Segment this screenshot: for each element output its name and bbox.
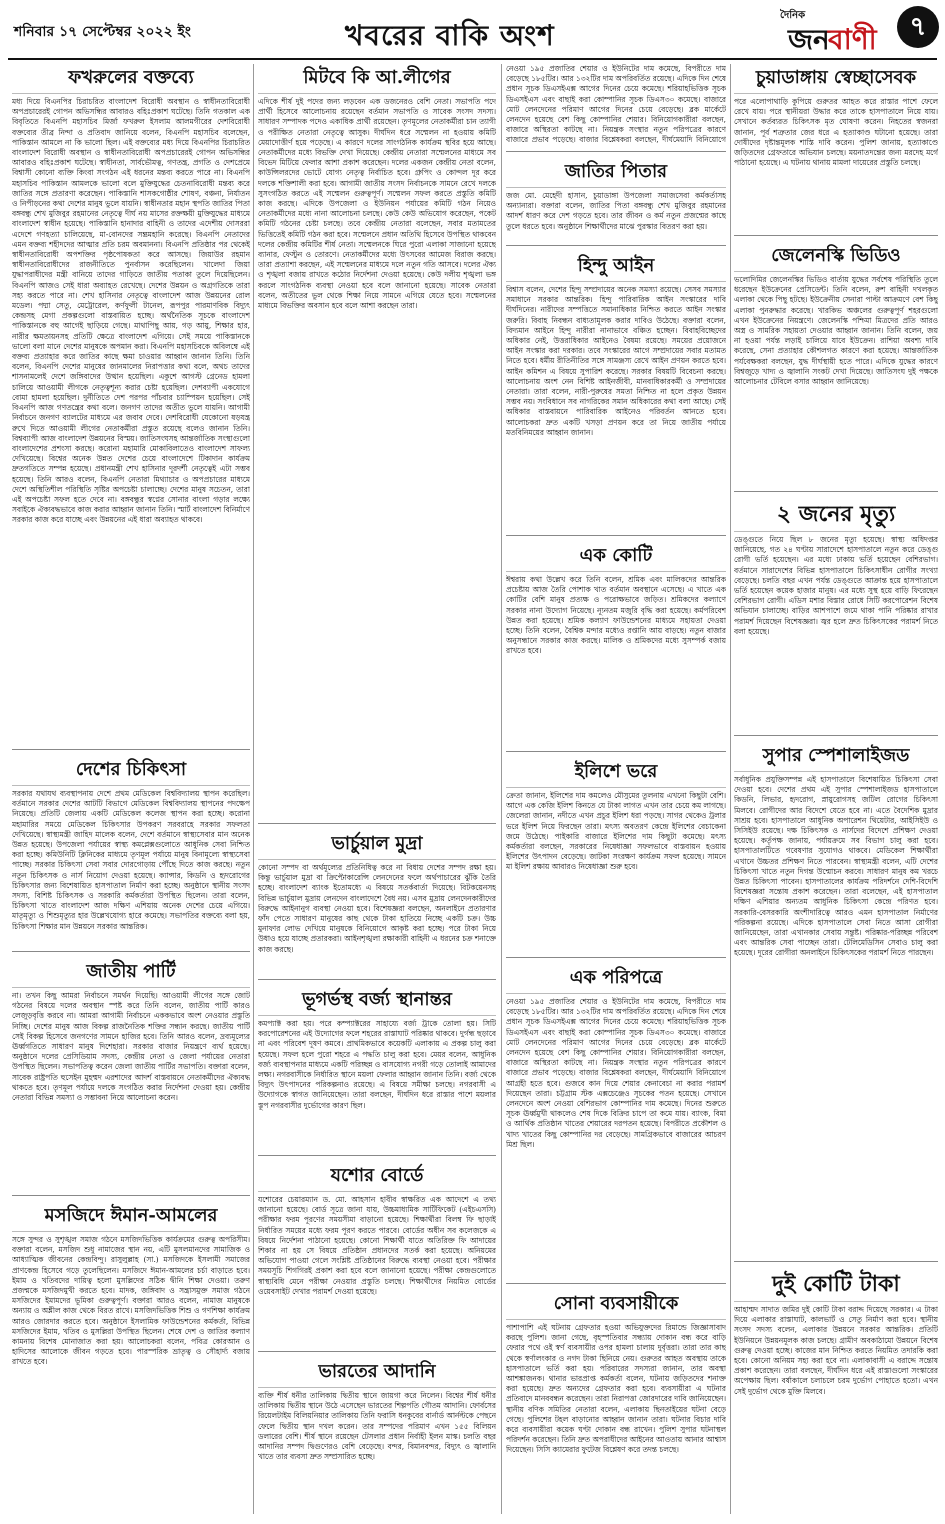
article-body: যশোরের চেয়ারম্যান ড. মো. আহসান হাবীব স্বাক্ষরিত এক আদেশে এ তথ্য জানানো হয়েছে। বোর্ড সূত্রে জানা যায়, উচ্চমাধ্যমিক সার্টিফিকেট (এইচএসসি) পরীক্ষার ফরম পূরণের সময়সীমা বাড়ানো হয়েছে। শিক্ষার্থীরা বিলম্ব ফি ছাড়াই নির্ধারিত সময়ের মধ্যে ফরম পূরণ করতে পারবে। বোর্ডের অধীন সব কলেজকে এ বিষয়ে নির্দেশনা পাঠানো হয়েছে। কোনো শিক্ষার্থী যাতে অতিরিক্ত ফি আদায়ের শিকার না হয় সে বিষয়ে প্রতিষ্ঠান প্রধানদের সতর্ক করা হয়েছে। অনিয়মের অভিযোগ পাওয়া গেলে সংশ্লিষ্ট প্রতিষ্ঠানের বিরুদ্ধে ব্যবস্থা নেওয়া হবে। পরীক্ষার সময়সূচি শিগগিরই প্রকাশ করা হবে বলে জানানো হয়েছে। পরীক্ষা কেন্দ্রগুলোতে স্বাস্থ্যবিধি মেনে পরীক্ষা নেওয়ার প্রস্তুতি চলছে। শিক্ষার্থীদের নিয়মিত বোর্ডের ওয়েবসাইট দেখার পরামর্শ দেওয়া হয়েছে। [258, 1195, 496, 1296]
article-headline: দুই কোটি টাকা [734, 1268, 938, 1302]
article-two-crore [734, 1268, 938, 1508]
article-headline: ইলিশে ভরে [506, 758, 726, 788]
column-2 [258, 64, 496, 1516]
article-virtual-currency [258, 830, 496, 980]
column-divider [501, 64, 502, 1514]
column-3 [506, 64, 726, 1516]
article-body: ব্যক্তি শীর্ষ ধনীর তালিকায় দ্বিতীয় স্থানে জায়গা করে নিলেন। বিশ্বের শীর্ষ ধনীর তালিকায় দ্বিতীয় স্থানে উঠে এসেছেন ভারতের শিল্পপতি গৌতম আদানি। ফোর্বসের রিয়েলটাইম বিলিয়নিয়ার তালিকায় তিনি ফরাসি ধনকুবের বার্নার্ড আর্নল্টকে পেছনে ফেলে দ্বিতীয় স্থান দখল করেন। তার সম্পদের পরিমাণ এখন ১৫৫ বিলিয়ন ডলারের বেশি। শীর্ষ স্থানে রয়েছেন টেসলার প্রধান নির্বাহী ইলন মাস্ক। চলতি বছর আদানির সম্পদ দ্বিগুণেরও বেশি বেড়েছে। বন্দর, বিমানবন্দর, বিদ্যুৎ ও জ্বালানি খাতে তার ব্যবসা দ্রুত সম্প্রসারিত হচ্ছে। [258, 1391, 496, 1462]
logo-bani: বাণী [828, 23, 877, 56]
column-divider [253, 64, 254, 1514]
newspaper-logo [780, 6, 895, 54]
article-headline: দেশের চিকিৎসা [12, 756, 250, 786]
article-body: সরকার যথাযথ ব্যবস্থাপনায় দেশে প্রথম মেডিকেল বিশ্ববিদ্যালয় স্থাপন করেছিল। বর্তমানে সরকার দেশের আটটি বিভাগে মেডিকেল বিশ্ববিদ্যালয় স্থাপনের পদক্ষেপ নিয়েছে। প্রতিটি জেলায় একটি মেডিকেল কলেজ স্থাপন করা হচ্ছে। করোনা মহামারির সময়ে মেডিকেল চিকিৎসার উপকরণ সরবরাহে সরকার সফলতা দেখিয়েছে। স্বাস্থ্যমন্ত্রী জাহিদ মালেক বলেন, দেশে বর্তমানে স্বাস্থ্যসেবার মান অনেক উন্নত হয়েছে। উপজেলা পর্যায়ের স্বাস্থ্য কমপ্লেক্সগুলোতে আধুনিক সেবা নিশ্চিত করা হচ্ছে। কমিউনিটি ক্লিনিকের মাধ্যমে তৃণমূল পর্যায়ে মানুষ বিনামূল্যে স্বাস্থ্যসেবা পাচ্ছে। সরকার চিকিৎসা সেবা সবার দোরগোড়ায় পৌঁছে দিতে কাজ করছে। নতুন নতুন চিকিৎসক ও নার্স নিয়োগ দেওয়া হয়েছে। ক্যান্সার, কিডনি ও হৃদরোগের চিকিৎসার জন্য বিশেষায়িত হাসপাতাল নির্মাণ করা হচ্ছে। অনুষ্ঠানে স্থানীয় সংসদ সদস্য, বিশিষ্ট চিকিৎসক ও সরকারি কর্মকর্তারা উপস্থিত ছিলেন। তারা বলেন, চিকিৎসা খাতে বাংলাদেশ আজ দক্ষিণ এশিয়ায় অনেক দেশের চেয়ে এগিয়ে। মাতৃমৃত্যু ও শিশুমৃত্যুর হার উল্লেখযোগ্য হারে কমেছে। সভাপতির বক্তব্যে বলা হয়, চিকিৎসা শিক্ষার মান উন্নয়নে সরকার আন্তরিক। [12, 789, 250, 931]
page-number-badge: ৭ [897, 6, 939, 48]
article-awami-league [258, 64, 496, 824]
article-body: সঙ্গে সুন্দর ও সুশৃঙ্খল সমাজ গঠনে মসজিদভিত্তিক কার্যক্রমের গুরুত্ব অপরিসীম। বক্তারা বলেন, মসজিদ শুধু নামাজের স্থান নয়, এটি মুসলমানদের সামাজিক ও আধ্যাত্মিক জীবনের কেন্দ্রবিন্দু। রাসুলুল্লাহ (সা.) মসজিদকে ইসলামী সমাজের প্রাণকেন্দ্র হিসেবে গড়ে তুলেছিলেন। মসজিদে ঈমান-আমলের চর্চা বাড়াতে হবে। ইমাম ও খতিবদের দায়িত্ব হলো মুসল্লিদের সঠিক দ্বীনি শিক্ষা দেওয়া। তরুণ প্রজন্মকে মসজিদমুখী করতে হবে। মাদক, জঙ্গিবাদ ও সন্ত্রাসমুক্ত সমাজ গঠনে মসজিদের ইমামদের ভূমিকা গুরুত্বপূর্ণ। বক্তারা আরও বলেন, নামাজ মানুষকে অন্যায় ও অশ্লীল কাজ থেকে বিরত রাখে। মসজিদভিত্তিক শিশু ও গণশিক্ষা কার্যক্রম আরও জোরদার করতে হবে। অনুষ্ঠানে ইসলামিক ফাউন্ডেশনের কর্মকর্তা, বিভিন্ন মসজিদের ইমাম, খতিব ও মুসল্লিরা উপস্থিত ছিলেন। শেষে দেশ ও জাতির কল্যাণ কামনায় বিশেষ মোনাজাত করা হয়। আলোচকরা বলেন, পবিত্র কোরআন ও হাদিসের আলোকে জীবন গড়তে হবে। পারস্পরিক ভ্রাতৃত্ব ও সৌহার্দ্য বজায় রাখতে হবে। [12, 1235, 250, 1367]
article-circular [506, 964, 726, 1284]
article-headline: মিটবে কি আ.লীগের [258, 64, 496, 94]
article-body: মধ্য দিয়ে বিএনপির চিরাচরিত বাংলাদেশ বিরোধী অবস্থান ও স্বাধীনতাবিরোধী অপপ্রচারেরই গোপন অভিসন্ধির আবারও বহিঃপ্রকাশ ঘটেছে। তিনি গতকাল এক বিবৃতিতে বিএনপি মহাসচিব মির্জা ফখরুল ইসলাম আলমগীরের দেশবিরোধী বক্তব্যের তীব্র নিন্দা ও প্রতিবাদ জানিয়ে বলেন, বিএনপি মহাসচিব বলেছেন, পাকিস্তান আমলে না কি ভালো ছিল। এই বক্তব্যের মধ্য দিয়ে বিএনপির চিরাচরিত বাংলাদেশ বিরোধী অবস্থান ও স্বাধীনতাবিরোধী অপপ্রচারেরই গোপন অভিসন্ধির আবারও বহিঃপ্রকাশ ঘটেছে। স্বাধীনতা, সার্বভৌমত্ব, গণতন্ত্র, প্রগতি ও দেশপ্রেমে বিশ্বাসী কোনো ব্যক্তি কিংবা সংগঠন এই ধরনের মন্তব্য করতে পারে না। বিএনপি মহাসচিব পাকিস্তান আমলকে ভালো বলে মুক্তিযুদ্ধের চেতনাবিরোধী মন্তব্য করে জাতির সঙ্গে প্রতারণা করেছেন। পাকিস্তানি শাসকগোষ্ঠীর শোষণ, বঞ্চনা, নির্যাতন ও নিপীড়নের কথা দেশের মানুষ ভুলে যায়নি। স্বাধীনতার মহান স্থপতি জাতির পিতা বঙ্গবন্ধু শেখ মুজিবুর রহমানের নেতৃত্বে দীর্ঘ নয় মাসের রক্তক্ষয়ী মুক্তিযুদ্ধের মাধ্যমে বাংলাদেশ স্বাধীন হয়েছে। পাকিস্তানি হানাদার বাহিনী ও তাদের এদেশীয় দোসররা এদেশে গণহত্যা চালিয়েছে, মা-বোনদের সম্ভ্রমহানি করেছে। বিএনপি নেতাদের এমন বক্তব্য শহীদদের আত্মার প্রতি চরম অবমাননা। বিএনপি প্রতিষ্ঠার পর থেকেই স্বাধীনতাবিরোধী অপশক্তির পৃষ্ঠপোষকতা করে আসছে। জিয়াউর রহমান স্বাধীনতাবিরোধীদের রাজনীতিতে পুনর্বাসন করেছিলেন। খালেদা জিয়া যুদ্ধাপরাধীদের মন্ত্রী বানিয়ে তাদের গাড়িতে জাতীয় পতাকা তুলে দিয়েছিলেন। বিএনপি আজও সেই ধারা অব্যাহত রেখেছে। দেশের উন্নয়ন ও অগ্রগতিকে তারা সহ্য করতে পারে না। শেখ হাসিনার নেতৃত্বে বাংলাদেশ আজ উন্নয়নের রোল মডেল। পদ্মা সেতু, মেট্রোরেল, কর্ণফুলী টানেল, রূপপুর পারমাণবিক বিদ্যুৎ কেন্দ্রসহ মেগা প্রকল্পগুলো বাস্তবায়িত হচ্ছে। অর্থনৈতিক সূচকে বাংলাদেশ পাকিস্তানকে বহু আগেই ছাড়িয়ে গেছে। মাথাপিছু আয়, গড় আয়ু, শিক্ষার হার, নারীর ক্ষমতায়নসহ প্রতিটি ক্ষেত্রে বাংলাদেশ এগিয়ে। সেই সময়ে পাকিস্তানকে ভালো বলা মানে দেশের মানুষকে অপমান করা। বিএনপি মহাসচিবকে অবিলম্বে এই বক্তব্য প্রত্যাহার করে জাতির কাছে ক্ষমা চাওয়ার আহ্বান জানান তিনি। তিনি বলেন, বিএনপি দেশের মানুষের জানমালের নিরাপত্তার কথা বলে, অথচ তাদের শাসনামলেই দেশে জঙ্গিবাদের উত্থান হয়েছিল। একুশে আগস্ট গ্রেনেড হামলা চালিয়ে আওয়ামী লীগকে নেতৃত্বশূন্য করার চেষ্টা হয়েছিল। দেশব্যাপী একযোগে বোমা হামলা হয়েছিল। দুর্নীতিতে দেশ পরপর পাঁচবার চ্যাম্পিয়ন হয়েছিল। সেই বিএনপি আজ গণতন্ত্রের কথা বলে। জনগণ তাদের অতীত ভুলে যায়নি। আগামী নির্বাচনে জনগণ ব্যালটের মাধ্যমে এর জবাব দেবে। দেশবিরোধী যেকোনো ষড়যন্ত্র রুখে দিতে আওয়ামী লীগের নেতাকর্মীরা প্রস্তুত রয়েছে বলেও জানান তিনি। বিশ্বব্যাপী আজ বাংলাদেশ উন্নয়নের বিস্ময়। জাতিসংঘসহ আন্তর্জাতিক সংস্থাগুলো বাংলাদেশের প্রশংসা করছে। করোনা মহামারি মোকাবিলাতেও বাংলাদেশ সাফল্য দেখিয়েছে। বিশ্বের অনেক উন্নত দেশের চেয়ে বাংলাদেশে টিকাদান কার্যক্রম দ্রুতগতিতে সম্পন্ন হয়েছে। প্রধানমন্ত্রী শেখ হাসিনার দূরদর্শী নেতৃত্বেই এটা সম্ভব হয়েছে। তিনি আরও বলেন, বিএনপি নেতারা মিথ্যাচার ও অপপ্রচারের মাধ্যমে দেশে অস্থিতিশীল পরিস্থিতি সৃষ্টির অপচেষ্টা চালাচ্ছে। দেশের মানুষ সচেতন, তারা এই অপচেষ্টা সফল হতে দেবে না। বঙ্গবন্ধুর স্বপ্নের সোনার বাংলা গড়ার লক্ষ্যে সবাইকে ঐক্যবদ্ধভাবে কাজ করার আহ্বান জানান তিনি। স্মার্ট বাংলাদেশ বিনির্মাণে সরকার কাজ করে যাচ্ছে এবং উন্নয়নের এই ধারা অব্যাহত থাকবে। [12, 97, 250, 525]
article-chuadanga [734, 64, 938, 236]
article-headline: ভূগর্ভস্থ বর্জ্য স্থানান্তর [258, 986, 496, 1016]
article-headline: সোনা ব্যবসায়ীকে [506, 1290, 726, 1320]
logo-jana: জন [788, 23, 830, 56]
article-health [12, 756, 250, 952]
article-jatir-pita [506, 158, 726, 246]
article-body: ভলোদিমির জেলেনস্কির ভিডিও বার্তায় যুদ্ধের সর্বশেষ পরিস্থিতি তুলে ধরেছেন ইউক্রেনের প্রেসিডেন্ট। তিনি বলেন, রুশ বাহিনী দখলকৃত এলাকা থেকে পিছু হটছে। ইউক্রেনীয় সেনারা পাল্টা আক্রমণে বেশ কিছু এলাকা পুনরুদ্ধার করেছে। খারকিভ অঞ্চলের গুরুত্বপূর্ণ শহরগুলো এখন ইউক্রেনের নিয়ন্ত্রণে। জেলেনস্কি পশ্চিমা মিত্রদের প্রতি আরও অস্ত্র ও সামরিক সহায়তা দেওয়ার আহ্বান জানান। তিনি বলেন, জয় না হওয়া পর্যন্ত লড়াই চালিয়ে যাবে ইউক্রেন। রাশিয়া অবশ্য দাবি করেছে, সেনা প্রত্যাহার কৌশলগত কারণে করা হয়েছে। আন্তর্জাতিক পর্যবেক্ষকরা বলছেন, যুদ্ধ দীর্ঘস্থায়ী হতে পারে। এদিকে যুদ্ধের কারণে বিশ্বজুড়ে খাদ্য ও জ্বালানি সংকট দেখা দিয়েছে। জাতিসংঘ দুই পক্ষকে আলোচনার টেবিলে বসার আহ্বান জানিয়েছে। [734, 275, 938, 387]
article-body: পরে এলোপাথাড়ি কুপিয়ে গুরুতর আহত করে রাস্তার পাশে ফেলে রেখে যায়। পরে স্থানীয়রা উদ্ধার করে তাকে হাসপাতালে নিয়ে যায়। সেখানে কর্তব্যরত চিকিৎসক মৃত ঘোষণা করেন। নিহতের স্বজনরা জানান, পূর্ব শত্রুতার জের ধরে এ হত্যাকাণ্ড ঘটানো হয়েছে। তারা দোষীদের দৃষ্টান্তমূলক শাস্তি দাবি করেন। পুলিশ জানায়, হত্যাকাণ্ডে জড়িতদের গ্রেফতারে অভিযান চলছে। ময়নাতদন্তের জন্য মরদেহ মর্গে পাঠানো হয়েছে। এ ঘটনায় থানায় মামলা দায়েরের প্রস্তুতি চলছে। [734, 97, 938, 168]
article-headline: ফখরুলের বক্তব্যে [12, 64, 250, 94]
article-jatiyo-party [12, 958, 250, 1196]
article-mosque [12, 1202, 250, 1502]
article-body: আহাম্মদ সাদাত জমির দুই কোটি টাকা বরাদ্দ দিয়েছে সরকার। এ টাকা দিয়ে এলাকার রাস্তাঘাট, কালভার্ট ও সেতু নির্মাণ করা হবে। স্থানীয় সংসদ সদস্য বলেন, এলাকার উন্নয়নে সরকার আন্তরিক। প্রতিটি ইউনিয়নে উন্নয়নমূলক কাজ চলছে। গ্রামীণ অবকাঠামো উন্নয়নে বিশেষ গুরুত্ব দেওয়া হচ্ছে। কাজের মান নিশ্চিত করতে নিয়মিত তদারকি করা হবে। কোনো অনিয়ম সহ্য করা হবে না। এলাকাবাসী এ বরাদ্দে সন্তোষ প্রকাশ করেছেন। তারা বলছেন, দীর্ঘদিন ধরে এই রাস্তাগুলো সংস্কারের অপেক্ষায় ছিল। বর্ষাকালে চলাচলে চরম দুর্ভোগ পোহাতে হতো। এখন সেই দুর্ভোগ থেকে মুক্তি মিলবে। [734, 1305, 938, 1396]
article-body: নেওয়া ১৯৫ প্রজাতির শেয়ার ও ইউনিটের দাম কমেছে, বিপরীতে দাম বেড়েছে ১৮৫টির। আর ১৩২টির দাম অপরিবর্তিত রয়েছে। এদিকে দিন শেষে প্রধান সূচক ডিএসইএক্স আগের দিনের চেয়ে কমেছে। শরিয়াহভিত্তিক সূচক ডিএসইএস এবং বাছাই করা কোম্পানির সূচক ডিএস৩০ কমেছে। বাজারে মোট লেনদেনের পরিমাণ আগের দিনের চেয়ে বেড়েছে। ব্লক মার্কেটে লেনদেন হয়েছে বেশ কিছু কোম্পানির শেয়ার। বিনিয়োগকারীরা বলছেন, বাজারে অস্থিরতা কাটছে না। নিয়ন্ত্রক সংস্থার নতুন পরিপত্রের কারণে বাজারে প্রভাব পড়েছে। বাজার বিশ্লেষকরা বলছেন, দীর্ঘমেয়াদি বিনিয়োগে [506, 64, 726, 145]
masthead-rule [8, 58, 937, 60]
article-body: ডেঙ্গুতে নিয়ে ছিল ৮ জনের মৃত্যু হয়েছে। স্বাস্থ্য অধিদপ্তর জানিয়েছে, গত ২৪ ঘণ্টায় সারাদেশে হাসপাতালে নতুন করে ডেঙ্গু রোগী ভর্তি হয়েছেন। এর মধ্যে ঢাকায় ভর্তি হয়েছেন বেশিরভাগ। বর্তমানে সারাদেশের বিভিন্ন হাসপাতালে চিকিৎসাধীন রোগীর সংখ্যা বেড়েছে। চলতি বছর এখন পর্যন্ত ডেঙ্গুতে আক্রান্ত হয়ে হাসপাতালে ভর্তি হয়েছেন কয়েক হাজার মানুষ। এর মধ্যে সুস্থ হয়ে বাড়ি ফিরেছেন বেশিরভাগ রোগী। এডিস মশার বিস্তার রোধে সিটি করপোরেশন বিশেষ অভিযান চালাচ্ছে। বাড়ির আশপাশে জমে থাকা পানি পরিষ্কার রাখার পরামর্শ দিয়েছেন বিশেষজ্ঞরা। জ্বর হলে দ্রুত চিকিৎসকের পরামর্শ নিতে বলা হয়েছে। [734, 535, 938, 636]
article-body: নেওয়া ১৯৫ প্রজাতির শেয়ার ও ইউনিটের দাম কমেছে, বিপরীতে দাম বেড়েছে ১৮৫টির। আর ১৩২টির দাম অপরিবর্তিত রয়েছে। এদিকে দিন শেষে প্রধান সূচক ডিএসইএক্স আগের দিনের চেয়ে কমেছে। শরিয়াহভিত্তিক সূচক ডিএসইএস এবং বাছাই করা কোম্পানির সূচক ডিএস৩০ কমেছে। বাজারে মোট লেনদেনের পরিমাণ আগের দিনের চেয়ে বেড়েছে। ব্লক মার্কেটে লেনদেন হয়েছে বেশ কিছু কোম্পানির শেয়ার। বিনিয়োগকারীরা বলছেন, বাজারে অস্থিরতা কাটছে না। নিয়ন্ত্রক সংস্থার নতুন পরিপত্রের কারণে বাজারে প্রভাব পড়েছে। বাজার বিশ্লেষকরা বলছেন, দীর্ঘমেয়াদি বিনিয়োগে আগ্রহী হতে হবে। গুজবে কান দিয়ে শেয়ার কেনাবেচা না করার পরামর্শ দিয়েছেন তারা। চট্টগ্রাম স্টক এক্সচেঞ্জেও সূচকের পতন হয়েছে। সেখানে লেনদেনে অংশ নেওয়া বেশিরভাগ কোম্পানির দাম কমেছে। দিনের শুরুতে সূচক ঊর্ধ্বমুখী থাকলেও শেষ দিকে বিক্রির চাপে তা কমে যায়। ব্যাংক, বিমা ও আর্থিক প্রতিষ্ঠান খাতের শেয়ারের দরপতন হয়েছে। বিপরীতে প্রকৌশল ও খাদ্য খাতের কিছু কোম্পানির দর বেড়েছে। সামগ্রিকভাবে বাজারের আচরণ মিশ্র ছিল। [506, 997, 726, 1149]
article-headline: ভার্চুয়াল মুদ্রা [258, 830, 496, 860]
article-body: ঈশ্বরায় কথা উল্লেখ করে তিনি বলেন, শ্রমিক এবং মালিকদের আন্তরিক প্রচেষ্টায় আজ তৈরি পোশাক খাত বর্তমান অবস্থানে এসেছে। এ খাতে এক কোটির বেশি মানুষ প্রত্যক্ষ ও পরোক্ষভাবে জড়িত। শ্রমিকদের কল্যাণে সরকার নানা উদ্যোগ নিয়েছে। ন্যূনতম মজুরি বৃদ্ধি করা হয়েছে। কর্মপরিবেশ উন্নত করা হয়েছে। শ্রমিক কল্যাণ ফাউন্ডেশনের মাধ্যমে সহায়তা দেওয়া হচ্ছে। তিনি বলেন, বৈশ্বিক মন্দার মধ্যেও রপ্তানি আয় বাড়ছে। নতুন বাজার অনুসন্ধানে সরকার কাজ করছে। মালিক ও শ্রমিকদের মধ্যে সুসম্পর্ক বজায় রাখতে হবে। [506, 575, 726, 656]
issue-date: শনিবার ১৭ সেপ্টেম্বর ২০২২ ইং [14, 24, 191, 40]
article-body: পাশাপাশি এই ঘটনায় গ্রেফতার হওয়া অভিযুক্তদের রিমান্ডে জিজ্ঞাসাবাদ করছে পুলিশ। জানা গেছে, বৃহস্পতিবার সন্ধ্যায় দোকান বন্ধ করে বাড়ি ফেরার পথে ওই স্বর্ণ ব্যবসায়ীর ওপর হামলা চালায় দুর্বৃত্তরা। তারা তার কাছ থেকে স্বর্ণালংকার ও নগদ টাকা ছিনিয়ে নেয়। গুরুতর আহত অবস্থায় তাকে হাসপাতালে ভর্তি করা হয়। পরিবারের সদস্যরা জানান, তার অবস্থা আশঙ্কাজনক। থানার ভারপ্রাপ্ত কর্মকর্তা বলেন, ঘটনায় জড়িতদের শনাক্ত করা হয়েছে। দ্রুত অন্যদের গ্রেফতার করা হবে। ব্যবসায়ীরা এ ঘটনার প্রতিবাদে মানববন্ধন করেছেন। তারা নিরাপত্তা জোরদারের দাবি জানিয়েছেন। স্থানীয় বণিক সমিতির নেতারা বলেন, এলাকায় ছিনতাইয়ের ঘটনা বেড়ে গেছে। পুলিশের টহল বাড়ানোর আহ্বান জানান তারা। ঘটনার বিচার দাবি করে ব্যবসায়ীরা কয়েক ঘণ্টা দোকান বন্ধ রাখেন। পুলিশ সুপার ঘটনাস্থল পরিদর্শন করেছেন। তিনি দ্রুত অপরাধীদের আইনের আওতায় আনার আশ্বাস দিয়েছেন। সিসি ক্যামেরার ফুটেজ বিশ্লেষণ করে তদন্ত চলছে। [506, 1323, 726, 1455]
article-zelensky [734, 242, 938, 492]
article-headline: ভারতের আদানি [258, 1358, 496, 1388]
article-headline: হিন্দু আইন [506, 252, 726, 282]
article-headline: এক কোটি [506, 542, 726, 572]
article-body: ক্রেতা জানান, ইলিশের দাম কমলেও মৌসুমের তুলনায় এখনো কিছুটা বেশি। আগে এক কেজি ইলিশ কিনতে যে টাকা লাগত এখন তার চেয়ে কম লাগছে। জেলেরা জানান, নদীতে এখন প্রচুর ইলিশ ধরা পড়ছে। সাগর থেকেও ট্রলার ভরে ইলিশ নিয়ে ফিরছেন তারা। মৎস্য অবতরণ কেন্দ্রে ইলিশের বেচাকেনা জমে উঠেছে। পাইকারি বাজারে ইলিশের দাম কিছুটা কমেছে। মৎস্য কর্মকর্তারা বলছেন, সরকারের নিষেধাজ্ঞা সফলভাবে বাস্তবায়ন হওয়ায় ইলিশের উৎপাদন বেড়েছে। জাটকা সংরক্ষণ কার্যক্রম সফল হয়েছে। সামনে মা ইলিশ রক্ষায় আবারও নিষেধাজ্ঞা শুরু হবে। [506, 791, 726, 872]
masthead [0, 0, 945, 60]
article-headline: যশোর বোর্ডে [258, 1162, 496, 1192]
column-4 [734, 64, 938, 1516]
article-headline: জাতির পিতার [506, 158, 726, 188]
article-body: সর্বাধুনিক প্রযুক্তিসম্পন্ন এই হাসপাতালে বিশেষায়িত চিকিৎসা সেবা দেওয়া হবে। দেশের প্রথম এই সুপার স্পেশালাইজড হাসপাতালে কিডনি, লিভার, হৃদরোগ, স্নায়ুরোগসহ জটিল রোগের চিকিৎসা মিলবে। রোগীদের আর বিদেশে যেতে হবে না। এতে বৈদেশিক মুদ্রার সাশ্রয় হবে। হাসপাতালে আধুনিক অপারেশন থিয়েটার, আইসিইউ ও সিসিইউ রয়েছে। দক্ষ চিকিৎসক ও নার্সদের বিদেশে প্রশিক্ষণ দেওয়া হয়েছে। কর্তৃপক্ষ জানায়, পর্যায়ক্রমে সব বিভাগ চালু করা হবে। হাসপাতালটিতে গবেষণার সুযোগও থাকবে। মেডিকেল শিক্ষার্থীরা এখানে উচ্চতর প্রশিক্ষণ নিতে পারবেন। স্বাস্থ্যমন্ত্রী বলেন, এটি দেশের চিকিৎসা খাতে নতুন দিগন্ত উন্মোচন করবে। সাধারণ মানুষ কম খরচে উন্নত চিকিৎসা পাবেন। হাসপাতালের কার্যক্রম পরিদর্শনে দেশি-বিদেশি বিশেষজ্ঞরা সন্তোষ প্রকাশ করেছেন। তারা বলেছেন, এই হাসপাতাল দক্ষিণ এশিয়ার অন্যতম আধুনিক চিকিৎসা কেন্দ্রে পরিণত হবে। সরকারি-বেসরকারি অংশীদারিত্বে আরও এমন হাসপাতাল নির্মাণের পরিকল্পনা রয়েছে। এদিকে হাসপাতালে সেবা নিতে আসা রোগীরা জানিয়েছেন, তারা এখানকার সেবায় সন্তুষ্ট। পরিষ্কার-পরিচ্ছন্ন পরিবেশ এবং আন্তরিক সেবা পাচ্ছেন তারা। টেলিমেডিসিন সেবাও চালু করা হয়েছে। দূরের রোগীরা অনলাইনে চিকিৎসকের পরামর্শ নিতে পারছেন। [734, 775, 938, 958]
section-title: খবরের বাকি অংশ [345, 19, 555, 52]
column-divider [730, 64, 731, 1514]
article-headline: মসজিদে ঈমান-আমলের [12, 1202, 250, 1232]
article-jessore-board [258, 1162, 496, 1352]
article-waste [258, 986, 496, 1156]
article-two-deaths [734, 498, 938, 736]
article-adani [258, 1358, 496, 1510]
article-hilsa [506, 758, 726, 958]
column-1 [12, 64, 250, 1516]
article-continued-top [506, 64, 726, 152]
logo-daily-label: দৈনিক [780, 10, 806, 21]
article-body: না। তখন কিছু আমরা নির্বাচনে সমর্থন দিয়েছি। আওয়ামী লীগের সঙ্গে জোট গঠনের বিষয়ে দলের অবস্থান স্পষ্ট করে তিনি বলেন, জাতীয় পার্টি কারও লেজুড়বৃত্তি করবে না। আমরা আগামী নির্বাচনে এককভাবে অংশ নেওয়ার প্রস্তুতি নিচ্ছি। দেশের মানুষ আজ বিকল্প রাজনৈতিক শক্তির সন্ধান করছে। জাতীয় পার্টি সেই বিকল্প হিসেবে জনগণের সামনে হাজির হবে। তিনি আরও বলেন, দ্রব্যমূল্যের ঊর্ধ্বগতিতে সাধারণ মানুষ দিশেহারা। সরকার বাজার নিয়ন্ত্রণে ব্যর্থ হয়েছে। অনুষ্ঠানে দলের প্রেসিডিয়াম সদস্য, কেন্দ্রীয় নেতা ও জেলা পর্যায়ের নেতারা উপস্থিত ছিলেন। সভাপতিত্ব করেন জেলা জাতীয় পার্টির সভাপতি। বক্তারা বলেন, সাবেক রাষ্ট্রপতি হুসেইন মুহম্মদ এরশাদের আদর্শ বাস্তবায়নে নেতাকর্মীদের ঐক্যবদ্ধ থাকতে হবে। তৃণমূল পর্যায়ে দলকে সংগঠিত করার নির্দেশনা দেওয়া হয়। কেন্দ্রীয় নেতারা বিভিন্ন সমস্যা ও সম্ভাবনা নিয়ে আলোচনা করেন। [12, 991, 250, 1103]
article-headline: চুয়াডাঙ্গায় স্বেচ্ছাসেবক [734, 64, 938, 94]
article-body: বিশ্বাস বলেন, দেশের হিন্দু সম্প্রদায়ের অনেক সমস্যা রয়েছে। সেসব সমস্যার সমাধানে সরকার আন্তরিক। হিন্দু পারিবারিক আইন সংস্কারের দাবি দীর্ঘদিনের। নারীদের সম্পত্তিতে সমানাধিকার নিশ্চিত করতে আইন সংস্কার জরুরি। বিবাহ নিবন্ধন বাধ্যতামূলক করার দাবিও উঠেছে। বক্তারা বলেন, বিদ্যমান আইনে হিন্দু নারীরা নানাভাবে বঞ্চিত হচ্ছেন। বিবাহবিচ্ছেদের অধিকার নেই, উত্তরাধিকার আইনেও বৈষম্য রয়েছে। সময়ের প্রয়োজনে আইন সংস্কার করা দরকার। তবে সংস্কারের আগে সম্প্রদায়ের সবার মতামত নিতে হবে। ধর্মীয় রীতিনীতির সঙ্গে সামঞ্জস্য রেখে আইন প্রণয়ন করতে হবে। আইন কমিশন এ বিষয়ে সুপারিশ করেছে। সরকার বিষয়টি বিবেচনা করছে। আলোচনায় অংশ নেন বিশিষ্ট আইনজীবী, মানবাধিকারকর্মী ও সম্প্রদায়ের নেতারা। তারা বলেন, নারী-পুরুষের সমতা নিশ্চিত না হলে প্রকৃত উন্নয়ন সম্ভব নয়। সংবিধানে সব নাগরিকের সমান অধিকারের কথা বলা আছে। সেই অধিকার বাস্তবায়নে পারিবারিক আইনেও পরিবর্তন আনতে হবে। আলোচকরা দ্রুত একটি খসড়া প্রণয়ন করে তা নিয়ে জাতীয় পর্যায়ে মতবিনিময়ের আহ্বান জানান। [506, 285, 726, 437]
article-headline: সুপার স্পেশালাইজড [734, 742, 938, 772]
article-fakhrul [12, 64, 250, 750]
article-body: কমপ্যাক্ট করা হয়। পরে কম্প্যাক্টরের সাহায্যে বর্জ্য ট্রাকে তোলা হয়। সিটি করপোরেশনের এই উদ্যোগের ফলে শহরের রাস্তাঘাট পরিষ্কার থাকবে। দুর্গন্ধ ছড়াবে না এবং পরিবেশ দূষণ কমবে। প্রাথমিকভাবে কয়েকটি এলাকায় এ প্রকল্প চালু করা হয়েছে। সফল হলে পুরো শহরে এ পদ্ধতি চালু করা হবে। মেয়র বলেন, আধুনিক বর্জ্য ব্যবস্থাপনার মাধ্যমে একটি পরিচ্ছন্ন ও বাসযোগ্য নগরী গড়ে তোলাই আমাদের লক্ষ্য। নগরবাসীকে নির্ধারিত স্থানে ময়লা ফেলার আহ্বান জানান তিনি। বর্জ্য থেকে বিদ্যুৎ উৎপাদনের পরিকল্পনাও রয়েছে। এ বিষয়ে সমীক্ষা চলছে। নগরবাসী এ উদ্যোগকে স্বাগত জানিয়েছেন। তারা বলছেন, দীর্ঘদিন ধরে রাস্তার পাশে ময়লার স্তূপ নগরবাসীর দুর্ভোগের কারণ ছিল। [258, 1019, 496, 1110]
article-body: জজ মো. মেহেদী হাসান, চুয়াডাঙ্গা উপজেলা সমাজসেবা কর্মকর্তাসহ অন্যান্যরা। বক্তারা বলেন, জাতির পিতা বঙ্গবন্ধু শেখ মুজিবুর রহমানের আদর্শ ধারণ করে দেশ গড়তে হবে। তার জীবন ও কর্ম নতুন প্রজন্মের কাছে তুলে ধরতে হবে। অনুষ্ঠানে শিক্ষার্থীদের মাঝে পুরস্কার বিতরণ করা হয়। [506, 191, 726, 231]
article-headline: জেলেনস্কি ভিডিও [734, 242, 938, 272]
article-body: কোনো সম্পদ বা অর্থমূল্যের প্রতিনিধিত্ব করে না বিধায় দেশের সম্পদ রক্ষা হয়। কিন্তু ভার্চুয়াল মুদ্রা বা ক্রিপ্টোকারেন্সি লেনদেনের ফলে অর্থপাচারের ঝুঁকি তৈরি হচ্ছে। বাংলাদেশ ব্যাংক ইতোমধ্যে এ বিষয়ে সতর্কবার্তা দিয়েছে। বিটকয়েনসহ বিভিন্ন ভার্চুয়াল মুদ্রায় লেনদেন বাংলাদেশে বৈধ নয়। এসব মুদ্রায় লেনদেনকারীদের বিরুদ্ধে আইনানুগ ব্যবস্থা নেওয়া হবে। বিশেষজ্ঞরা বলছেন, অনলাইনে প্রতারণার ফাঁদ পেতে সাধারণ মানুষের কাছ থেকে টাকা হাতিয়ে নিচ্ছে একটি চক্র। উচ্চ মুনাফার লোভ দেখিয়ে মানুষকে বিনিয়োগে আকৃষ্ট করা হচ্ছে। পরে টাকা নিয়ে উধাও হয়ে যাচ্ছে প্রতারকরা। আইনশৃঙ্খলা রক্ষাকারী বাহিনী এ ধরনের চক্র শনাক্তে কাজ করছে। [258, 863, 496, 954]
article-headline: ২ জনের মৃত্যু [734, 498, 938, 532]
article-one-crore [506, 542, 726, 752]
article-super-specialized [734, 742, 938, 1262]
article-gold-trader [506, 1290, 726, 1508]
article-hindu-law [506, 252, 726, 536]
article-headline: জাতীয় পার্টি [12, 958, 250, 988]
article-body: এদিকে শীর্ষ দুই পদের জন্য লড়বেন এক ডজনেরও বেশি নেতা। সভাপতি পদে প্রার্থী হিসেবে আলোচনায় রয়েছেন বর্তমান সভাপতি ও সাবেক সংসদ সদস্য। সাধারণ সম্পাদক পদেও একাধিক প্রার্থী রয়েছেন। তৃণমূলের নেতাকর্মীরা চান ত্যাগী ও পরীক্ষিত নেতারা নেতৃত্বে আসুক। দীর্ঘদিন ধরে সম্মেলন না হওয়ায় কমিটি মেয়াদোত্তীর্ণ হয়ে পড়েছে। এ কারণে দলের সাংগঠনিক কার্যক্রম স্থবির হয়ে আছে। নেতাকর্মীদের মধ্যে বিভক্তি দেখা দিয়েছে। কেন্দ্রীয় নেতারা সম্মেলনের মাধ্যমে সব বিভেদ মিটিয়ে ফেলার আশা প্রকাশ করেছেন। দলের একজন কেন্দ্রীয় নেতা বলেন, কাউন্সিলরদের ভোটে যোগ্য নেতৃত্ব নির্বাচিত হবে। গ্রুপিং ও কোন্দল দূর করে দলকে শক্তিশালী করা হবে। আগামী জাতীয় সংসদ নির্বাচনকে সামনে রেখে দলকে সুসংগঠিত করতে এই সম্মেলন গুরুত্বপূর্ণ। সম্মেলন সফল করতে প্রস্তুতি কমিটি কাজ করছে। এদিকে উপজেলা ও ইউনিয়ন পর্যায়ের কমিটি গঠন নিয়েও নেতাকর্মীদের মধ্যে নানা আলোচনা চলছে। কেউ কেউ অভিযোগ করেছেন, পকেট কমিটি গঠনের চেষ্টা চলছে। তবে কেন্দ্রীয় নেতারা বলেছেন, সবার মতামতের ভিত্তিতেই কমিটি গঠন করা হবে। সম্মেলনে প্রধান অতিথি হিসেবে উপস্থিত থাকবেন দলের কেন্দ্রীয় কমিটির শীর্ষ নেতা। সম্মেলনকে ঘিরে পুরো এলাকা সাজানো হয়েছে ব্যানার, ফেস্টুন ও তোরণে। নেতাকর্মীদের মধ্যে উৎসবের আমেজ বিরাজ করছে। তারা প্রত্যাশা করছেন, এই সম্মেলনের মাধ্যমে দলে নতুন গতি আসবে। দলের ঐক্য ও শৃঙ্খলা বজায় রাখতে কঠোর নির্দেশনা দেওয়া হয়েছে। কেউ দলীয় শৃঙ্খলা ভঙ্গ করলে সাংগঠনিক ব্যবস্থা নেওয়া হবে বলে জানানো হয়েছে। সাবেক নেতারা বলেন, অতীতের ভুল থেকে শিক্ষা নিয়ে সামনে এগিয়ে যেতে হবে। সম্মেলনের মাধ্যমে বিভক্তির অবসান হবে বলে আশা করছেন তারা। [258, 97, 496, 311]
article-headline: এক পরিপত্রে [506, 964, 726, 994]
